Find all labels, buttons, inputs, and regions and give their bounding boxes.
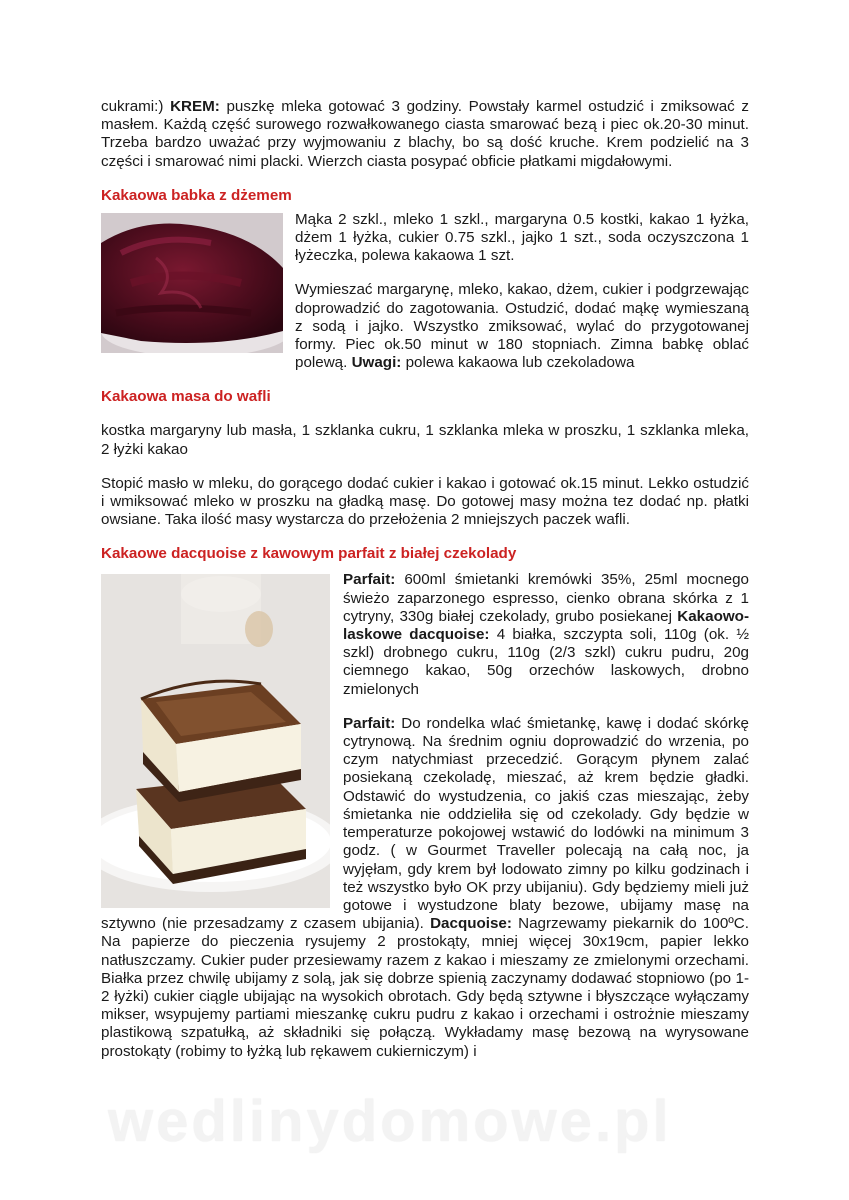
document-page	[101, 98, 749, 1061]
uwagi-text: polewa kakaowa lub czekoladowa	[401, 354, 635, 372]
recipe1-title: Kakaowa babka z dżemem	[101, 186, 292, 204]
parfait-ingredients: 600ml śmietanki kremówki 35%, 25ml mocnego świeżo zaparzonego espresso, cienko obrana skórka z 1 cytryny, 330g białej czekolady, grubo posiekanej	[343, 571, 749, 625]
recipe2-method: Stopić masło w mleku, do gorącego dodać cukier i kakao i gotować ok.15 minut. Lekko ostudzić i wmiksować mleko w proszku na gładką masę. Do gotowej masy można tez dodać np. płatki owsiane. Taka ilość masy wystarcza do przełożenia 2 mniejszych paczek wafli.	[101, 474, 749, 529]
dacquoise-photo	[101, 574, 330, 908]
recipe1-ingredients: Mąka 2 szkl., mleko 1 szkl., margaryna 0.5 kostki, kakao 1 łyżka, dżem 1 łyżka, cukier 0.75 szkl., jajko 1 szt., soda oczyszczona 1 łyżeczka, polewa kakaowa 1 szt.	[295, 210, 749, 265]
intro-text-rest: puszkę mleka gotować 3 godziny. Powstały karmel ostudzić i zmiksować z masłem. Każdą część surowego rozwałkowanego ciasta smarować bezą i piec ok.20-30 minut. Trzeba bardzo uważać przy wyjmowaniu z blachy, bo są dość kruche. Krem podzielić na 3 części i smarować nimi placki. Wierzch ciasta posypać obficie płatkami migdałowymi.	[101, 98, 749, 170]
dacquoise-method-text: Nagrzewamy piekarnik do 100ºC. Na papierze do pieczenia rysujemy 2 prostokąty, mniej więcej 30x19cm, papier lekko natłuszczamy. Cukier puder przesiewamy razem z kakao i mieszamy ze zmielonymi orzechami. Białka przez chwilę ubijamy z solą, jak się dobrze spienią zaczynamy dodawać stopniowo (po 1-2 łyżki) cukier ciągle ubijając na wysokich obrotach. Gdy będą sztywne i błyszczące wyłączamy mikser, wsypujemy partiami mieszankę cukru pudru z kakao i orzechami i ostrożnie mieszamy plastikową szpatułką, aż składniki się połączą. Wykładamy masę bezową na wyrysowane prostokąty (robimy to łyżką lub rękawem cukierniczym) i	[101, 915, 749, 1060]
parfait-method-text: Do rondelka wlać śmietankę, kawę i dodać skórkę cytrynową. Na średnim ogniu doprowadzić do wrzenia, po czym natychmiast przecedzić. Gorącym płynem zalać posiekaną czekoladę, mieszać, aż krem będzie gładki. Odstawić do wystudzenia, co jakiś czas mieszając, żeby śmietanka nie oddzieliła się od czekolady. Gdy będzie w temperaturze pokojowej wstawić do lodówki na minimum 3 godz. ( w Gourmet Traveller polecają na całą noc, ja wyjęłam, gdy krem był lodowato zimny po kilku godzinach i też wszystko było OK przy ubijaniu). Gdy będziemy mieli już gotowe i wystudzone blaty bezowe, ubijamy masę na sztywno (nie przesadzamy z czasem ubijania).	[101, 714, 749, 933]
intro-paragraph	[101, 98, 749, 171]
parfait-method-label: Parfait:	[343, 714, 396, 732]
recipe1-method-text: Wymieszać margarynę, mleko, kakao, dżem, cukier i podgrzewając doprowadzić do zagotowania. Ostudzić, dodać mąkę wymieszaną z sodą i jajko. Wszystko zmiksować, wylać do przygotowanej formy. Piec ok.50 minut w 180 stopniach. Zimna babkę oblać polewą.	[295, 281, 749, 372]
recipe2-ingredients: kostka margaryny lub masła, 1 szklanka cukru, 1 szklanka mleka w proszku, 1 szklanka mleka, 2 łyżki kakao	[101, 422, 749, 458]
dacquoise-ingredients-label: Kakaowo-laskowe dacquoise:	[343, 607, 749, 644]
parfait-label: Parfait:	[343, 571, 396, 589]
babka-cake-photo	[101, 213, 283, 353]
recipe2-title: Kakaowa masa do wafli	[101, 388, 271, 406]
dacquoise-ingredients: 4 białka, szczypta soli, 110g (ok. ½ szkl) drobnego cukru, 110g (2/3 szkl) cukru pudru, 20g ciemnego kakao, 50g orzechów laskowych, drobno zmielonych	[343, 626, 749, 698]
intro-text-start: cukrami:)	[101, 98, 171, 115]
recipe3-title: Kakaowe dacquoise z kawowym parfait z białej czekolady	[101, 545, 517, 563]
krem-label: KREM:	[170, 98, 220, 115]
watermark: wedlinydomowe.pl	[108, 1089, 672, 1154]
uwagi-label: Uwagi:	[351, 354, 402, 372]
dacquoise-method-label: Dacquoise:	[430, 915, 512, 933]
